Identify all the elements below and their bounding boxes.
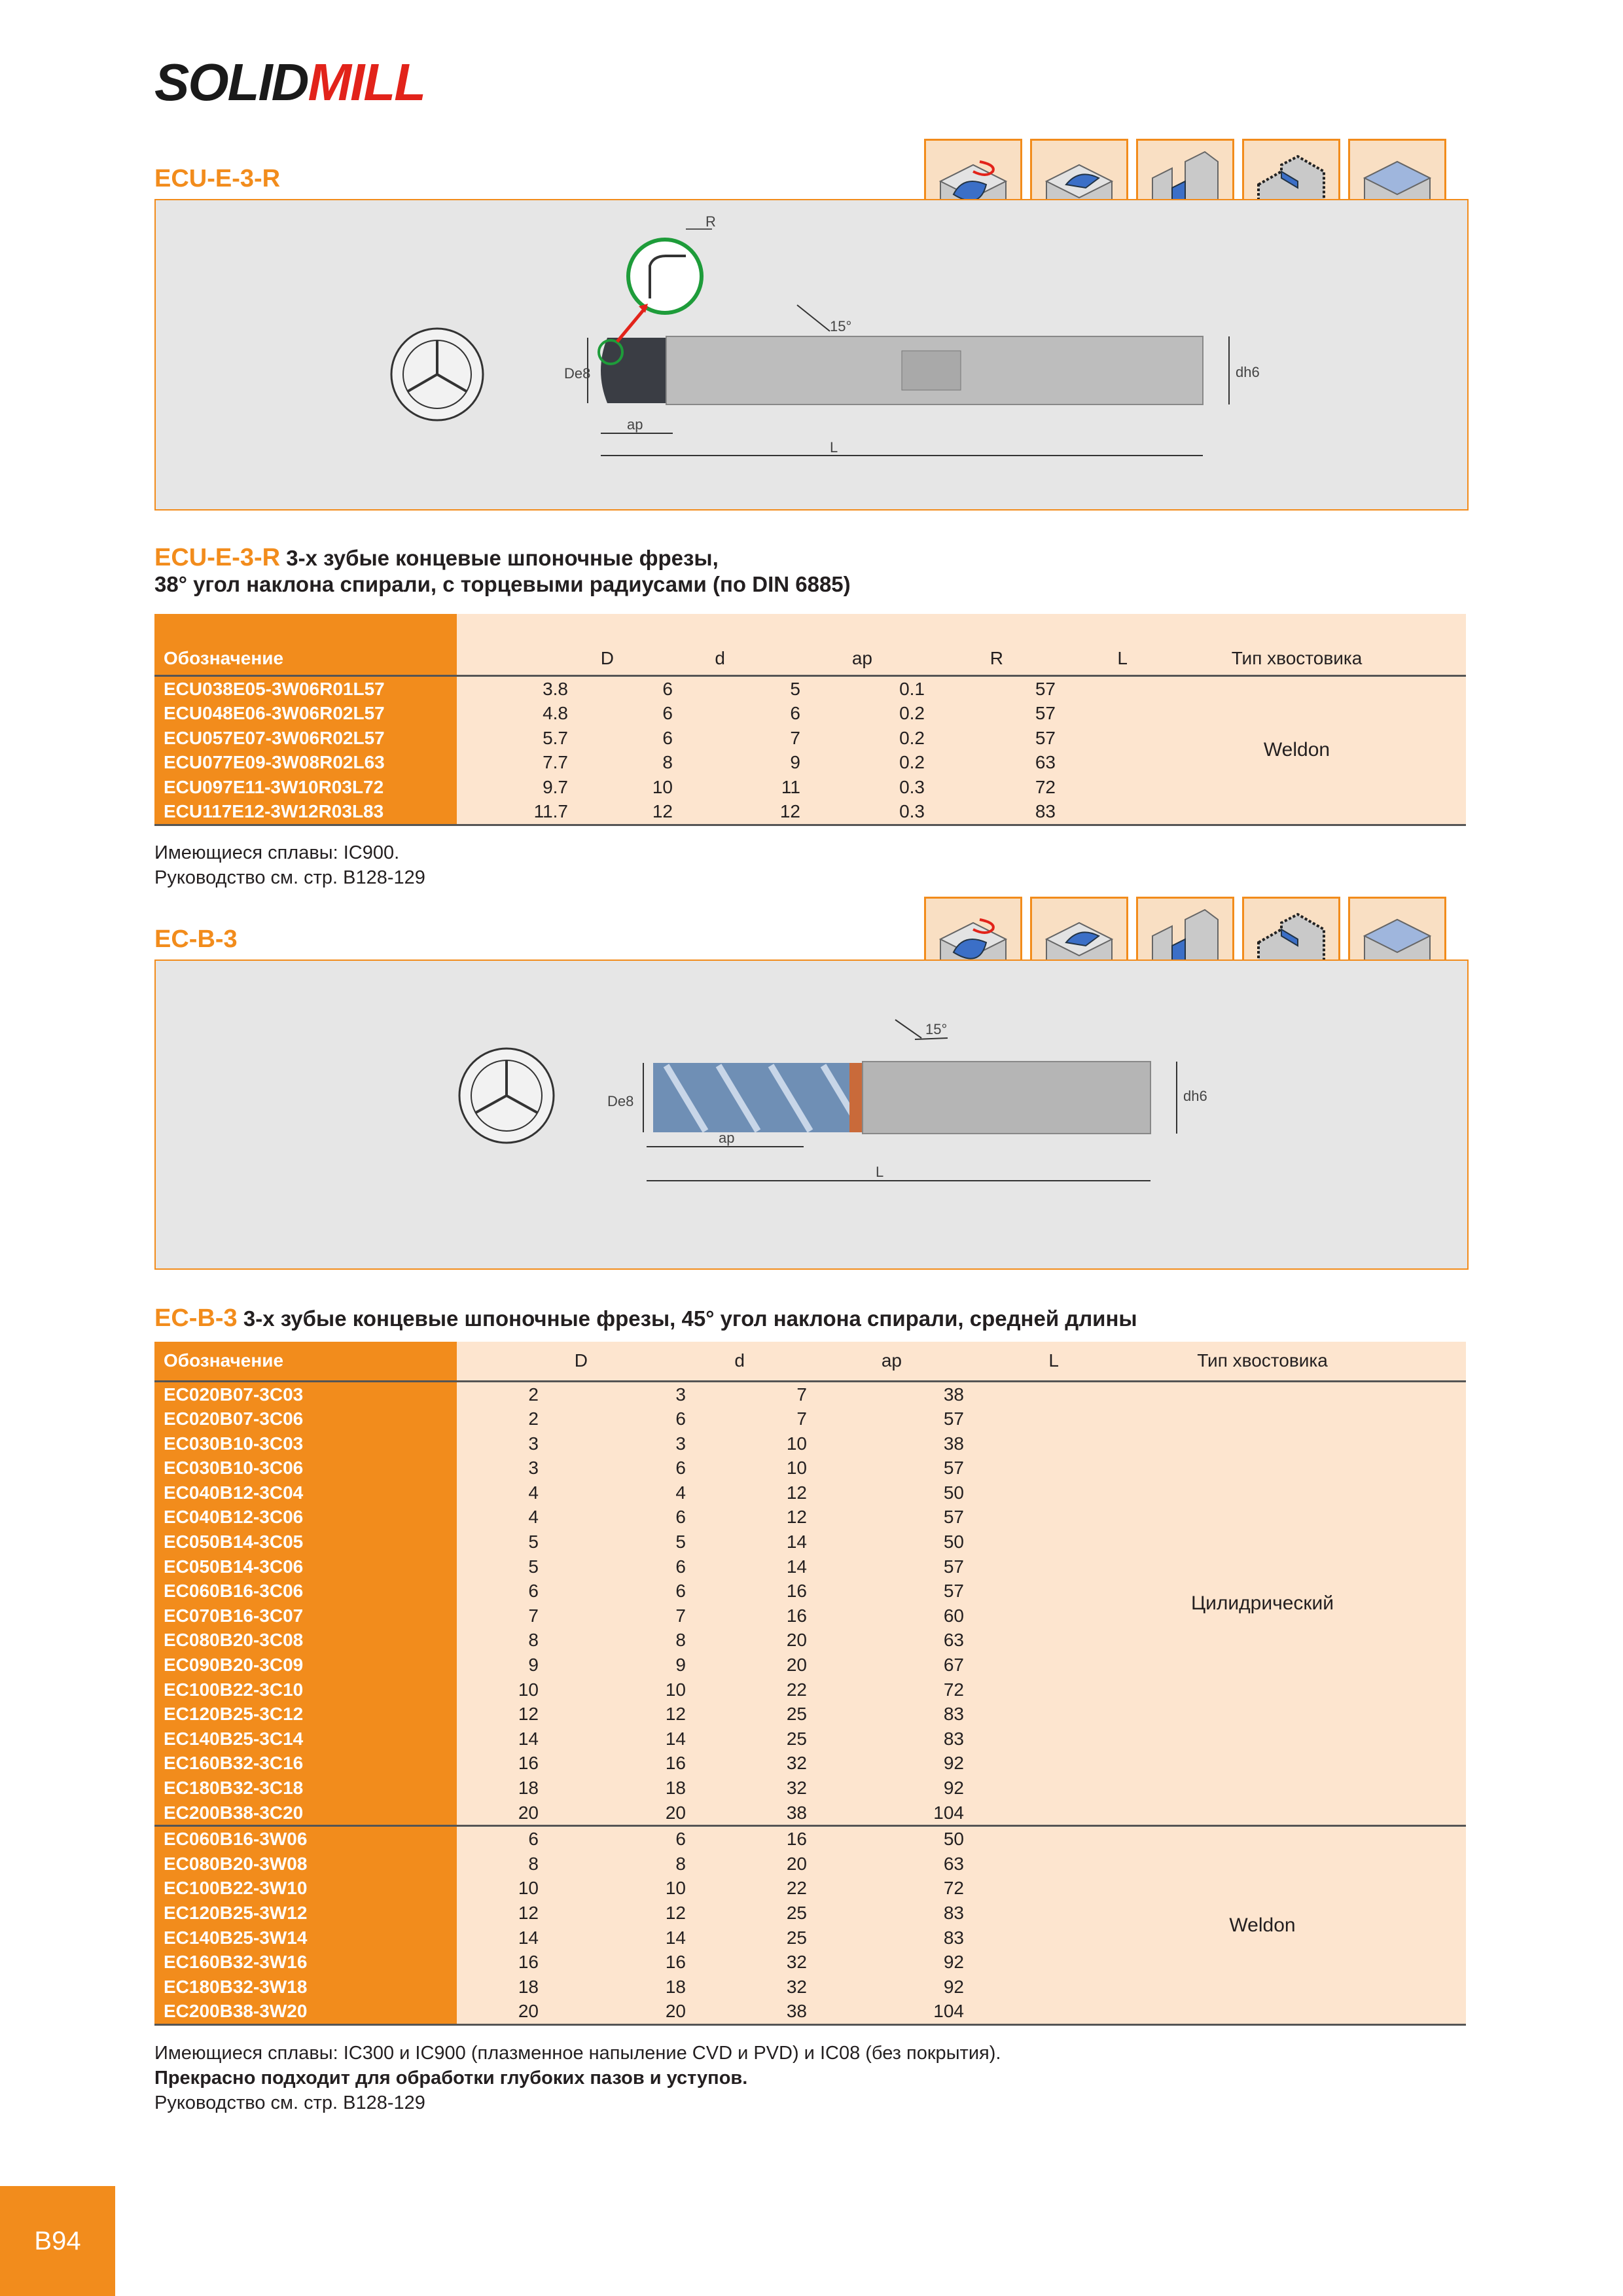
value-cell: 9 [725,750,872,775]
section2-heading-code: EC-B-3 [154,1304,238,1332]
value-cell: 8 [614,750,725,775]
designation-cell: ECU077E09-3W08R02L63 [154,750,457,775]
value-cell: 63 [1003,750,1128,775]
value-cell: 57 [902,1505,1059,1530]
value-cell: 32 [745,1776,902,1801]
designation-cell: EC160B32-3W16 [154,1950,457,1975]
column-header-shank: Тип хвостовика [1059,1342,1466,1381]
value-cell: 72 [1003,775,1128,800]
value-cell: 12 [614,799,725,825]
value-cell: 16 [457,1950,588,1975]
designation-cell: EC180B32-3W18 [154,1975,457,2000]
section2-alloys-note: Имеющиеся сплавы: IC300 и IC900 (плазменное напыление CVD и PVD) и IC08 (без покрытия). [154,2043,1001,2064]
designation-cell: EC070B16-3C07 [154,1604,457,1628]
value-cell: 10 [588,1876,745,1901]
value-cell: 16 [745,1826,902,1852]
designation-cell: EC180B32-3C18 [154,1776,457,1801]
value-cell: 16 [588,1950,745,1975]
value-cell: 7 [745,1407,902,1431]
value-cell: 10 [745,1456,902,1480]
value-cell: 14 [457,1727,588,1751]
value-cell: 12 [457,1901,588,1926]
shank-type-cell: Weldon [1128,675,1466,825]
designation-cell: EC200B38-3C20 [154,1801,457,1826]
value-cell: 20 [588,1801,745,1826]
value-cell: 83 [902,1702,1059,1727]
value-cell: 2 [457,1407,588,1431]
svg-text:15°: 15° [925,1021,948,1037]
value-cell: 7.7 [457,750,614,775]
column-header-D: D [457,1342,588,1381]
value-cell: 5 [588,1530,745,1554]
value-cell: 20 [588,1999,745,2024]
value-cell: 6 [725,701,872,726]
value-cell: 7 [745,1381,902,1407]
column-header-L: L [902,1342,1059,1381]
value-cell: 18 [457,1776,588,1801]
value-cell: 6 [588,1826,745,1852]
value-cell: 6 [588,1505,745,1530]
column-header-d: d [614,614,725,675]
value-cell: 92 [902,1776,1059,1801]
value-cell: 5 [725,675,872,701]
value-cell: 3 [457,1431,588,1456]
value-cell: 10 [745,1431,902,1456]
column-header-L: L [1003,614,1128,675]
value-cell: 3 [588,1431,745,1456]
value-cell: 20 [745,1852,902,1876]
value-cell: 60 [902,1604,1059,1628]
value-cell: 6 [588,1456,745,1480]
value-cell: 14 [457,1926,588,1950]
value-cell: 57 [1003,726,1128,751]
value-cell: 38 [902,1381,1059,1407]
value-cell: 0.2 [872,750,1003,775]
value-cell: 3.8 [457,675,614,701]
value-cell: 8 [457,1852,588,1876]
value-cell: 9.7 [457,775,614,800]
value-cell: 5 [457,1554,588,1579]
value-cell: 92 [902,1975,1059,2000]
designation-cell: ECU038E05-3W06R01L57 [154,675,457,701]
designation-cell: EC020B07-3C03 [154,1381,457,1407]
section1-heading-code: ECU-E-3-R [154,544,281,571]
section1-heading [154,545,851,598]
value-cell: 2 [457,1381,588,1407]
value-cell: 5 [457,1530,588,1554]
value-cell: 7 [457,1604,588,1628]
value-cell: 7 [725,726,872,751]
designation-cell: EC120B25-3W12 [154,1901,457,1926]
value-cell: 57 [1003,701,1128,726]
section2-spec-table [154,1342,1466,2026]
value-cell: 6 [588,1407,745,1431]
value-cell: 57 [902,1554,1059,1579]
section1-title: ECU-E-3-R [154,165,281,192]
value-cell: 32 [745,1975,902,2000]
value-cell: 11 [725,775,872,800]
column-header-designation: Обозначение [154,1342,457,1381]
column-header-d: d [588,1342,745,1381]
value-cell: 0.3 [872,775,1003,800]
section2-heading [154,1305,1137,1332]
value-cell: 67 [902,1653,1059,1677]
value-cell: 6 [588,1579,745,1604]
brand-logo: SOLIDMILL [154,53,425,111]
column-header-ap: ap [745,1342,902,1381]
svg-text:ap: ap [627,416,643,433]
shank-type-cell: Цилидрический [1059,1381,1466,1826]
section1-tool-diagram [154,199,1469,511]
value-cell: 9 [588,1653,745,1677]
designation-cell: EC120B25-3C12 [154,1702,457,1727]
section1-spec-table [154,614,1466,826]
value-cell: 16 [745,1604,902,1628]
value-cell: 14 [745,1554,902,1579]
value-cell: 57 [1003,675,1128,701]
value-cell: 63 [902,1852,1059,1876]
designation-cell: EC040B12-3C06 [154,1505,457,1530]
value-cell: 6 [457,1579,588,1604]
value-cell: 3 [588,1381,745,1407]
value-cell: 4 [457,1505,588,1530]
designation-cell: EC060B16-3W06 [154,1826,457,1852]
value-cell: 0.2 [872,701,1003,726]
value-cell: 57 [902,1407,1059,1431]
value-cell: 8 [588,1628,745,1653]
shank-type-cell: Weldon [1059,1826,1466,2025]
value-cell: 50 [902,1826,1059,1852]
value-cell: 14 [745,1530,902,1554]
table-row [154,1381,1466,1407]
value-cell: 92 [902,1950,1059,1975]
value-cell: 83 [902,1926,1059,1950]
designation-cell: EC160B32-3C16 [154,1751,457,1776]
value-cell: 22 [745,1876,902,1901]
section1-notes [154,840,425,890]
designation-cell: EC060B16-3C06 [154,1579,457,1604]
value-cell: 6 [457,1826,588,1852]
value-cell: 20 [745,1628,902,1653]
designation-cell: EC090B20-3C09 [154,1653,457,1677]
value-cell: 8 [457,1628,588,1653]
section1-heading-line2: 38° угол наклона спирали, с торцевыми радиусами (по DIN 6885) [154,572,851,596]
section2-heading-rest: 3-х зубые концевые шпоночные фрезы, 45° угол наклона спирали, средней длины [237,1306,1137,1331]
value-cell: 25 [745,1702,902,1727]
value-cell: 20 [457,1999,588,2024]
section1-alloys-note: Имеющиеся сплавы: IC900. [154,842,400,863]
designation-cell: EC200B38-3W20 [154,1999,457,2024]
value-cell: 12 [725,799,872,825]
value-cell: 14 [588,1926,745,1950]
value-cell: 63 [902,1628,1059,1653]
designation-cell: EC080B20-3C08 [154,1628,457,1653]
value-cell: 4.8 [457,701,614,726]
value-cell: 18 [457,1975,588,2000]
section2-application-note: Прекрасно подходит для обработки глубоких пазов и уступов. [154,2068,748,2089]
svg-text:De8: De8 [564,365,591,382]
value-cell: 16 [457,1751,588,1776]
column-header-ap: ap [725,614,872,675]
column-header-designation: Обозначение [154,614,457,675]
section2-notes [154,2041,1001,2115]
designation-cell: ECU048E06-3W06R02L57 [154,701,457,726]
designation-cell: EC080B20-3W08 [154,1852,457,1876]
value-cell: 38 [745,1801,902,1826]
designation-cell: EC020B07-3C06 [154,1407,457,1431]
svg-text:R: R [705,213,716,230]
value-cell: 0.3 [872,799,1003,825]
value-cell: 9 [457,1653,588,1677]
value-cell: 4 [457,1480,588,1505]
designation-cell: EC030B10-3C03 [154,1431,457,1456]
value-cell: 12 [588,1702,745,1727]
value-cell: 4 [588,1480,745,1505]
value-cell: 32 [745,1950,902,1975]
value-cell: 6 [614,726,725,751]
value-cell: 6 [614,675,725,701]
value-cell: 20 [745,1653,902,1677]
value-cell: 25 [745,1926,902,1950]
section1-heading-line1: 3-х зубые концевые шпоночные фрезы, [280,546,719,570]
value-cell: 5.7 [457,726,614,751]
svg-text:dh6: dh6 [1183,1088,1207,1104]
value-cell: 0.1 [872,675,1003,701]
svg-text:dh6: dh6 [1236,364,1260,380]
designation-cell: EC050B14-3C06 [154,1554,457,1579]
value-cell: 12 [457,1702,588,1727]
value-cell: 50 [902,1530,1059,1554]
value-cell: 83 [902,1901,1059,1926]
designation-cell: EC030B10-3C06 [154,1456,457,1480]
value-cell: 8 [588,1852,745,1876]
value-cell: 38 [745,1999,902,2024]
value-cell: 20 [457,1801,588,1826]
section1-guide-note: Руководство см. стр. B128-129 [154,867,425,888]
designation-cell: EC050B14-3C05 [154,1530,457,1554]
table-row [154,1826,1466,1852]
value-cell: 38 [902,1431,1059,1456]
value-cell: 7 [588,1604,745,1628]
section2-guide-note: Руководство см. стр. B128-129 [154,2092,425,2113]
value-cell: 92 [902,1751,1059,1776]
value-cell: 22 [745,1677,902,1702]
value-cell: 10 [614,775,725,800]
value-cell: 72 [902,1876,1059,1901]
svg-text:15°: 15° [830,318,852,334]
value-cell: 0.2 [872,726,1003,751]
section2-title: EC-B-3 [154,925,238,953]
column-header-shank: Тип хвостовика [1128,614,1466,675]
svg-text:ap: ap [719,1130,735,1146]
designation-cell: EC040B12-3C04 [154,1480,457,1505]
value-cell: 18 [588,1776,745,1801]
value-cell: 10 [457,1677,588,1702]
value-cell: 83 [1003,799,1128,825]
designation-cell: ECU057E07-3W06R02L57 [154,726,457,751]
value-cell: 10 [457,1876,588,1901]
value-cell: 3 [457,1456,588,1480]
designation-cell: EC100B22-3W10 [154,1876,457,1901]
value-cell: 25 [745,1901,902,1926]
designation-cell: EC140B25-3C14 [154,1727,457,1751]
value-cell: 14 [588,1727,745,1751]
value-cell: 16 [588,1751,745,1776]
column-header-R: R [872,614,1003,675]
value-cell: 18 [588,1975,745,2000]
svg-text:L: L [830,439,838,456]
value-cell: 57 [902,1456,1059,1480]
value-cell: 6 [588,1554,745,1579]
value-cell: 104 [902,1999,1059,2024]
designation-cell: EC140B25-3W14 [154,1926,457,1950]
value-cell: 32 [745,1751,902,1776]
value-cell: 12 [588,1901,745,1926]
section2-tool-diagram [154,960,1469,1270]
value-cell: 104 [902,1801,1059,1826]
value-cell: 72 [902,1677,1059,1702]
value-cell: 50 [902,1480,1059,1505]
designation-cell: EC100B22-3C10 [154,1677,457,1702]
value-cell: 11.7 [457,799,614,825]
designation-cell: ECU117E12-3W12R03L83 [154,799,457,825]
page-number: B94 [0,2186,115,2296]
value-cell: 57 [902,1579,1059,1604]
column-header-D: D [457,614,614,675]
value-cell: 6 [614,701,725,726]
svg-text:De8: De8 [607,1093,634,1109]
table-row [154,675,1466,701]
value-cell: 10 [588,1677,745,1702]
value-cell: 12 [745,1505,902,1530]
svg-text:L: L [876,1164,884,1180]
ecu-tool-drawing [156,200,1467,509]
designation-cell: ECU097E11-3W10R03L72 [154,775,457,800]
value-cell: 16 [745,1579,902,1604]
value-cell: 83 [902,1727,1059,1751]
value-cell: 25 [745,1727,902,1751]
ec-b-tool-drawing [156,961,1467,1268]
value-cell: 12 [745,1480,902,1505]
